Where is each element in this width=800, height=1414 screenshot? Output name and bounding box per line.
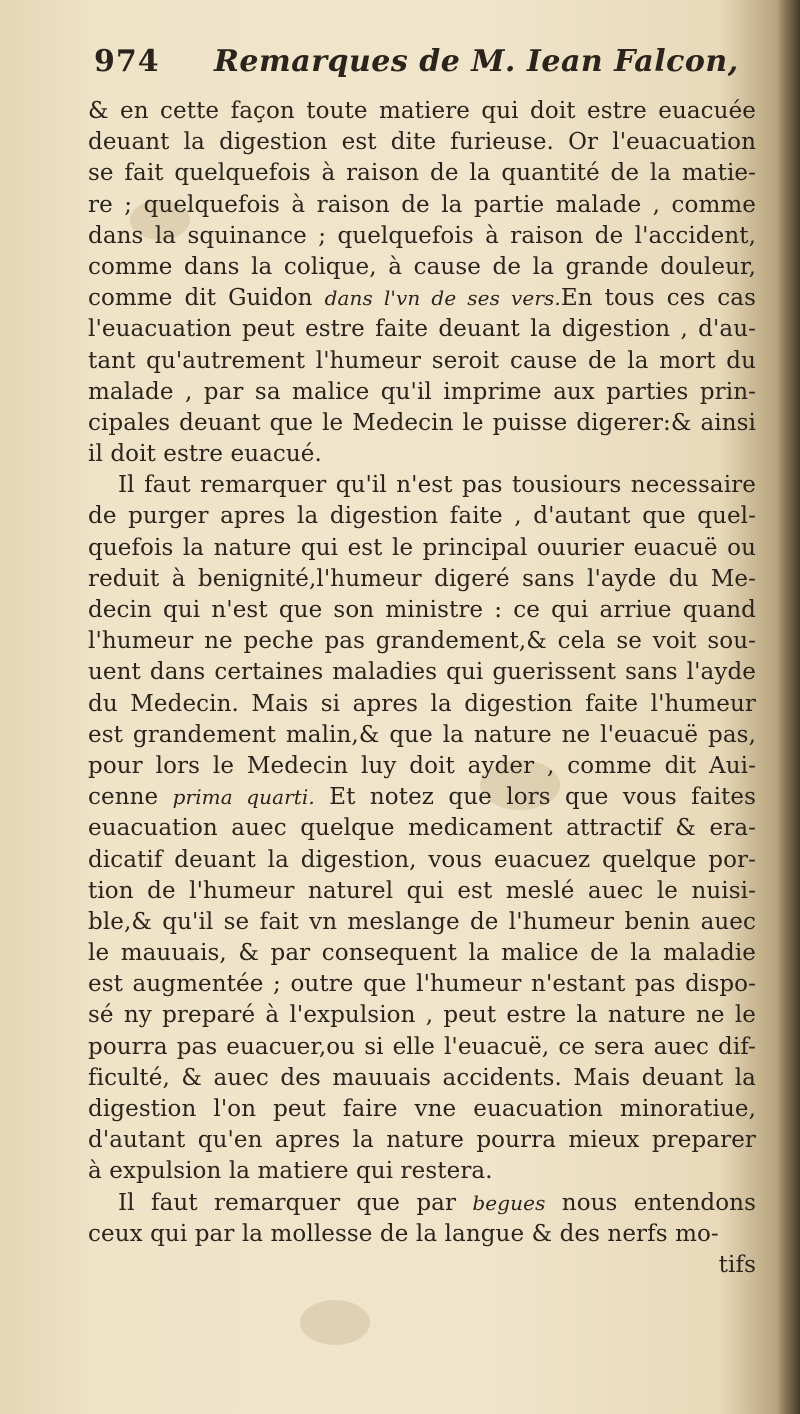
line-text: cenne: [88, 784, 173, 811]
line-text: le mauuais, & par consequent la malice de la maladie: [88, 940, 756, 967]
text-line: [88, 969, 756, 1000]
line-text: pour lors le Medecin luy doit ayder , comme dit Aui-: [88, 752, 756, 779]
running-title: Remarques de M. Iean Falcon,: [214, 44, 739, 79]
foxing-spot: [300, 1300, 370, 1345]
catchword: tifs: [718, 1251, 756, 1278]
line-text: se fait quelquefois à raison de la quantité de la matie-: [88, 160, 756, 187]
text-line: [88, 938, 756, 969]
text-line: [88, 657, 756, 688]
text-line: [88, 252, 756, 283]
line-text: digestion l'on peut faire vne euacuation minoratiue,: [88, 1096, 756, 1122]
text-line: [88, 346, 756, 377]
page-number: 974: [94, 44, 160, 79]
line-text: ceux qui par la mollesse de la langue & des nerfs mo-: [88, 1220, 719, 1247]
text-line: [88, 283, 756, 314]
text-line: [88, 190, 756, 221]
line-text: dicatif deuant la digestion, vous euacuez quelque por-: [88, 846, 756, 873]
text-line: [88, 1156, 756, 1187]
line-text: re ; quelquefois à raison de la partie malade , comme: [88, 191, 756, 218]
line-text: nous entendons: [545, 1189, 756, 1216]
line-text: tant qu'autrement l'humeur seroit cause de la mort du: [88, 347, 756, 374]
line-text: comme dans la colique, à cause de la grande douleur,: [88, 253, 756, 280]
text-line: [88, 1000, 756, 1031]
text-line: [88, 158, 756, 189]
line-text: d'autant qu'en apres la nature pourra mieux preparer: [88, 1127, 756, 1154]
line-text: est augmentée ; outre que l'humeur n'estant pas dispo-: [88, 971, 756, 998]
line-text: & en cette façon toute matiere qui doit estre euacuée: [88, 98, 756, 124]
line-text: uent dans certaines maladies qui guerissent sans l'ayde: [88, 659, 756, 686]
text-block: [88, 44, 756, 1281]
text-line: [88, 1094, 756, 1125]
text-line: [88, 564, 756, 595]
text-line: [88, 595, 756, 626]
text-line: [88, 1032, 756, 1063]
text-line: [88, 221, 756, 252]
line-text: deuant la digestion est dite furieuse. Or l'euacuation: [88, 129, 756, 156]
text-line: [88, 876, 756, 907]
line-text: du Medecin. Mais si apres la digestion faite l'humeur: [88, 690, 756, 717]
text-line: [88, 626, 756, 657]
line-text: malade , par sa malice qu'il imprime aux parties prin-: [88, 378, 756, 405]
line-text: Il faut remarquer que par: [118, 1189, 473, 1216]
text-line: [88, 127, 756, 158]
paragraph: [88, 1188, 756, 1250]
line-text: comme dit Guidon: [88, 285, 325, 312]
text-line: [88, 907, 756, 938]
paragraph: [88, 470, 756, 1187]
text-line: [88, 813, 756, 844]
text-line: [88, 1125, 756, 1156]
text-line: [88, 501, 756, 532]
line-text: Et notez que lors que vous faites: [314, 784, 756, 811]
body-text: [88, 96, 756, 1250]
text-line: [88, 1188, 756, 1219]
text-line: [88, 751, 756, 782]
line-text: reduit à benignité,l'humeur digeré sans l'ayde du Me-: [88, 565, 756, 592]
italic-text: dans l'vn de ses vers.: [324, 286, 561, 311]
italic-text: begues: [472, 1190, 546, 1215]
line-text: cipales deuant que le Medecin le puisse digerer:& ainsi: [88, 409, 756, 436]
text-line: [88, 439, 756, 470]
text-line: [88, 720, 756, 751]
text-line: [88, 377, 756, 408]
line-text: ble,& qu'il se fait vn meslange de l'humeur benin auec: [88, 908, 756, 935]
text-line: [88, 689, 756, 720]
text-line: [88, 1063, 756, 1094]
italic-text: prima quarti.: [172, 785, 315, 810]
text-line: [88, 470, 756, 501]
line-text: Il faut remarquer qu'il n'est pas tousiours necessaire: [118, 472, 756, 499]
text-line: [88, 96, 756, 127]
line-text: euacuation auec quelque medicament attractif & era-: [88, 815, 756, 842]
line-text: sé ny preparé à l'expulsion , peut estre la nature ne le: [88, 1002, 756, 1029]
line-text: ficulté, & auec des mauuais accidents. Mais deuant la: [88, 1064, 756, 1091]
line-text: l'euacuation peut estre faite deuant la digestion , d'au-: [88, 316, 756, 343]
page-header: [94, 44, 756, 96]
line-text: il doit estre euacué.: [88, 441, 322, 468]
line-text: dans la squinance ; quelquefois à raison de l'accident,: [88, 222, 756, 249]
line-text: tion de l'humeur naturel qui est meslé auec le nuisi-: [88, 877, 756, 904]
line-text: En tous ces cas: [560, 285, 756, 312]
line-text: de purger apres la digestion faite , d'autant que quel-: [88, 503, 756, 530]
text-line: [88, 533, 756, 564]
page-gutter-shadow: [778, 0, 800, 1414]
line-text: quefois la nature qui est le principal ouurier euacuë ou: [88, 534, 756, 561]
text-line: [88, 845, 756, 876]
line-text: est grandement malin,& que la nature ne l'euacuë pas,: [88, 721, 756, 748]
line-text: decin qui n'est que son ministre : ce qui arriue quand: [88, 597, 756, 623]
paragraph: [88, 96, 756, 470]
line-text: l'humeur ne peche pas grandement,& cela se voit sou-: [88, 628, 756, 655]
line-text: pourra pas euacuer,ou si elle l'euacuë, ce sera auec dif-: [88, 1033, 756, 1060]
text-line: [88, 314, 756, 345]
line-text: à expulsion la matiere qui restera.: [88, 1158, 493, 1185]
text-line: [88, 782, 756, 813]
text-line: [88, 408, 756, 439]
text-line: [88, 1219, 756, 1250]
